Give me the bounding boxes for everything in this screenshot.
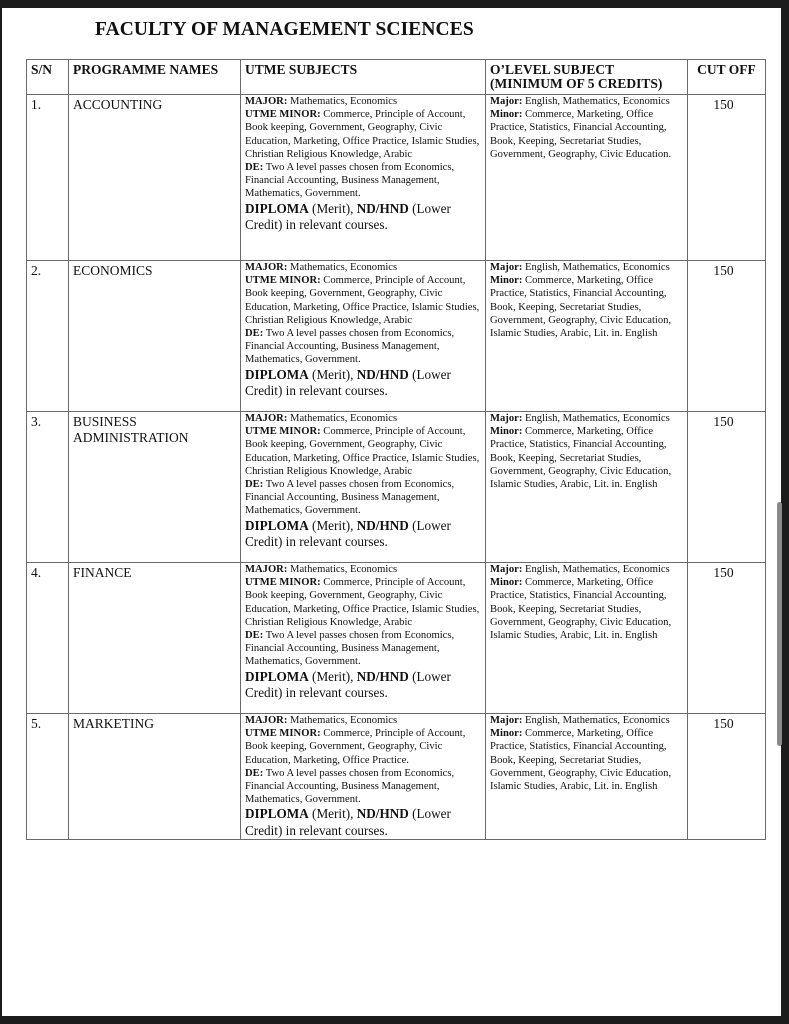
- olevel-major-text: English, Mathematics, Economics: [522, 413, 670, 424]
- table-header-row: [27, 60, 766, 95]
- utme-minor-text: Commerce, Principle of Account, Book keeping, Government, Geography, Civic Education, Marketing, Office Practice, Islamic Studies, Christian Religious Knowledge, Arabic: [245, 426, 480, 477]
- utme-minor-text: Commerce, Principle of Account, Book keeping, Government, Geography, Civic Education, Marketing, Office Practice, Islamic Studies, Christian Religious Knowledge, Arabic: [245, 109, 480, 160]
- de-text: Two A level passes chosen from Economics, Financial Accounting, Business Management, Mathematics, Government.: [245, 479, 455, 517]
- utme-minor-label: UTME MINOR:: [245, 577, 321, 589]
- header-utme-subjects: UTME SUBJECTS: [241, 60, 486, 95]
- utme-minor-text: Commerce, Principle of Account, Book keeping, Government, Geography, Civic Education, Marketing, Office Practice, Islamic Studies, Christian Religious Knowledge, Arabic: [245, 275, 480, 326]
- de-label: DE:: [245, 162, 264, 174]
- row-cut-off: 150: [688, 563, 766, 714]
- row-cut-off: 150: [688, 95, 766, 261]
- diploma-requirement: [245, 518, 481, 551]
- olevel-minor-label: Minor:: [490, 426, 523, 438]
- table-row: [27, 95, 766, 261]
- row-sn: 3.: [27, 412, 69, 563]
- vertical-scrollbar[interactable]: [777, 502, 782, 746]
- major-label: MAJOR:: [245, 96, 288, 107]
- utme-major-text: Mathematics, Economics: [287, 564, 398, 575]
- diploma-requirement: [245, 669, 481, 702]
- utme-major-text: Mathematics, Economics: [287, 262, 398, 273]
- row-cut-off: 150: [688, 412, 766, 563]
- diploma-label: DIPLOMA: [245, 200, 309, 216]
- olevel-minor-text: Commerce, Marketing, Office Practice, Statistics, Financial Accounting, Book, Keeping, Secretariat Studies, Government, Geography, Civic Education, Islamic Studies, Arabic, Lit. in. English: [490, 577, 672, 642]
- lower-credit-text: (Lower Credit) in relevant courses.: [245, 517, 451, 550]
- header-sn: S/N: [27, 60, 69, 95]
- olevel-major-label: Major:: [490, 564, 523, 575]
- header-cut-off: CUT OFF: [688, 60, 766, 95]
- header-olevel-line1: O’LEVEL SUBJECT: [490, 62, 615, 77]
- olevel-major-label: Major:: [490, 413, 523, 424]
- olevel-major-label: Major:: [490, 715, 523, 726]
- page-title: FACULTY OF MANAGEMENT SCIENCES: [95, 19, 474, 40]
- lower-credit-text: (Lower Credit) in relevant courses.: [245, 200, 451, 233]
- olevel-major-label: Major:: [490, 262, 523, 273]
- major-label: MAJOR:: [245, 564, 288, 575]
- de-label: DE:: [245, 767, 264, 779]
- utme-major-text: Mathematics, Economics: [287, 413, 398, 424]
- row-olevel-subjects: [486, 95, 688, 261]
- table-row: [27, 412, 766, 563]
- lower-credit-text: (Lower Credit) in relevant courses.: [245, 806, 451, 838]
- row-programme-name: MARKETING: [69, 714, 241, 840]
- olevel-minor-text: Commerce, Marketing, Office Practice, Statistics, Financial Accounting, Book, Keeping, Secretariat Studies, Government, Geography, Civic Education, Islamic Studies, Arabic, Lit. in. English: [490, 275, 672, 340]
- row-olevel-subjects: [486, 714, 688, 840]
- diploma-requirement: [245, 201, 481, 234]
- utme-major-text: Mathematics, Economics: [287, 96, 398, 107]
- lower-credit-text: (Lower Credit) in relevant courses.: [245, 668, 451, 701]
- row-sn: 1.: [27, 95, 69, 261]
- row-olevel-subjects: [486, 412, 688, 563]
- olevel-minor-label: Minor:: [490, 577, 523, 589]
- olevel-major-text: English, Mathematics, Economics: [522, 262, 670, 273]
- de-label: DE:: [245, 479, 264, 491]
- diploma-requirement: [245, 806, 481, 839]
- row-utme-subjects: [241, 563, 486, 714]
- row-programme-name: ACCOUNTING: [69, 95, 241, 261]
- row-utme-subjects: [241, 412, 486, 563]
- nd-hnd-label: ND/HND: [356, 200, 409, 216]
- nd-hnd-label: ND/HND: [356, 806, 409, 822]
- utme-major-text: Mathematics, Economics: [287, 715, 398, 726]
- nd-hnd-label: ND/HND: [356, 517, 409, 533]
- de-label: DE:: [245, 328, 264, 340]
- diploma-label: DIPLOMA: [245, 668, 309, 684]
- diploma-label: DIPLOMA: [245, 517, 309, 533]
- header-programme-names: PROGRAMME NAMES: [69, 60, 241, 95]
- row-programme-name: ECONOMICS: [69, 261, 241, 412]
- utme-minor-text: Commerce, Principle of Account, Book keeping, Government, Geography, Civic Education, Marketing, Office Practice.: [245, 728, 466, 766]
- de-text: Two A level passes chosen from Economics, Financial Accounting, Business Management, Mathematics, Government.: [245, 767, 455, 806]
- diploma-label: DIPLOMA: [245, 366, 309, 382]
- de-label: DE:: [245, 630, 264, 642]
- utme-minor-label: UTME MINOR:: [245, 275, 321, 287]
- merit-text: (Merit),: [308, 517, 357, 533]
- diploma-requirement: [245, 367, 481, 400]
- row-sn: 2.: [27, 261, 69, 412]
- olevel-major-label: Major:: [490, 96, 523, 107]
- row-cut-off: 150: [688, 261, 766, 412]
- merit-text: (Merit),: [308, 200, 357, 216]
- row-sn: 5.: [27, 714, 69, 840]
- row-olevel-subjects: [486, 563, 688, 714]
- merit-text: (Merit),: [308, 366, 357, 382]
- de-text: Two A level passes chosen from Economics, Financial Accounting, Business Management, Mathematics, Government.: [245, 162, 455, 200]
- olevel-minor-label: Minor:: [490, 728, 523, 740]
- utme-minor-text: Commerce, Principle of Account, Book keeping, Government, Geography, Civic Education, Marketing, Office Practice, Islamic Studies, Christian Religious Knowledge, Arabic: [245, 577, 480, 628]
- major-label: MAJOR:: [245, 262, 288, 273]
- olevel-minor-text: Commerce, Marketing, Office Practice, Statistics, Financial Accounting, Book, Keeping, Secretariat Studies, Government, Geography, Civic Education, Islamic Studies, Arabic, Lit. in. English: [490, 426, 672, 491]
- table-row: [27, 261, 766, 412]
- utme-minor-label: UTME MINOR:: [245, 728, 321, 740]
- header-olevel-line2: (MINIMUM OF 5 CREDITS): [490, 76, 663, 91]
- diploma-label: DIPLOMA: [245, 806, 309, 822]
- olevel-major-text: English, Mathematics, Economics: [522, 715, 670, 726]
- row-olevel-subjects: [486, 261, 688, 412]
- row-utme-subjects: [241, 714, 486, 840]
- row-sn: 4.: [27, 563, 69, 714]
- programmes-table: [26, 59, 766, 840]
- header-olevel-subject: [486, 60, 688, 95]
- olevel-minor-label: Minor:: [490, 109, 523, 121]
- row-cut-off: 150: [688, 714, 766, 840]
- olevel-major-text: English, Mathematics, Economics: [522, 96, 670, 107]
- row-programme-name: BUSINESS ADMINISTRATION: [69, 412, 241, 563]
- merit-text: (Merit),: [308, 806, 357, 822]
- olevel-minor-text: Commerce, Marketing, Office Practice, Statistics, Financial Accounting, Book, Keeping, Secretariat Studies, Government, Geography, Civic Education.: [490, 109, 672, 160]
- de-text: Two A level passes chosen from Economics, Financial Accounting, Business Management, Mathematics, Government.: [245, 328, 455, 366]
- utme-minor-label: UTME MINOR:: [245, 426, 321, 438]
- olevel-minor-label: Minor:: [490, 275, 523, 287]
- nd-hnd-label: ND/HND: [356, 366, 409, 382]
- row-utme-subjects: [241, 261, 486, 412]
- row-programme-name: FINANCE: [69, 563, 241, 714]
- merit-text: (Merit),: [308, 668, 357, 684]
- de-text: Two A level passes chosen from Economics, Financial Accounting, Business Management, Mathematics, Government.: [245, 630, 455, 668]
- row-utme-subjects: [241, 95, 486, 261]
- olevel-major-text: English, Mathematics, Economics: [522, 564, 670, 575]
- nd-hnd-label: ND/HND: [356, 668, 409, 684]
- major-label: MAJOR:: [245, 413, 288, 424]
- olevel-minor-text: Commerce, Marketing, Office Practice, Statistics, Financial Accounting, Book, Keeping, Secretariat Studies, Government, Geography, Civic Education, Islamic Studies, Arabic, Lit. in. English: [490, 728, 672, 793]
- lower-credit-text: (Lower Credit) in relevant courses.: [245, 366, 451, 399]
- major-label: MAJOR:: [245, 715, 288, 726]
- table-row: [27, 714, 766, 840]
- utme-minor-label: UTME MINOR:: [245, 109, 321, 121]
- table-row: [27, 563, 766, 714]
